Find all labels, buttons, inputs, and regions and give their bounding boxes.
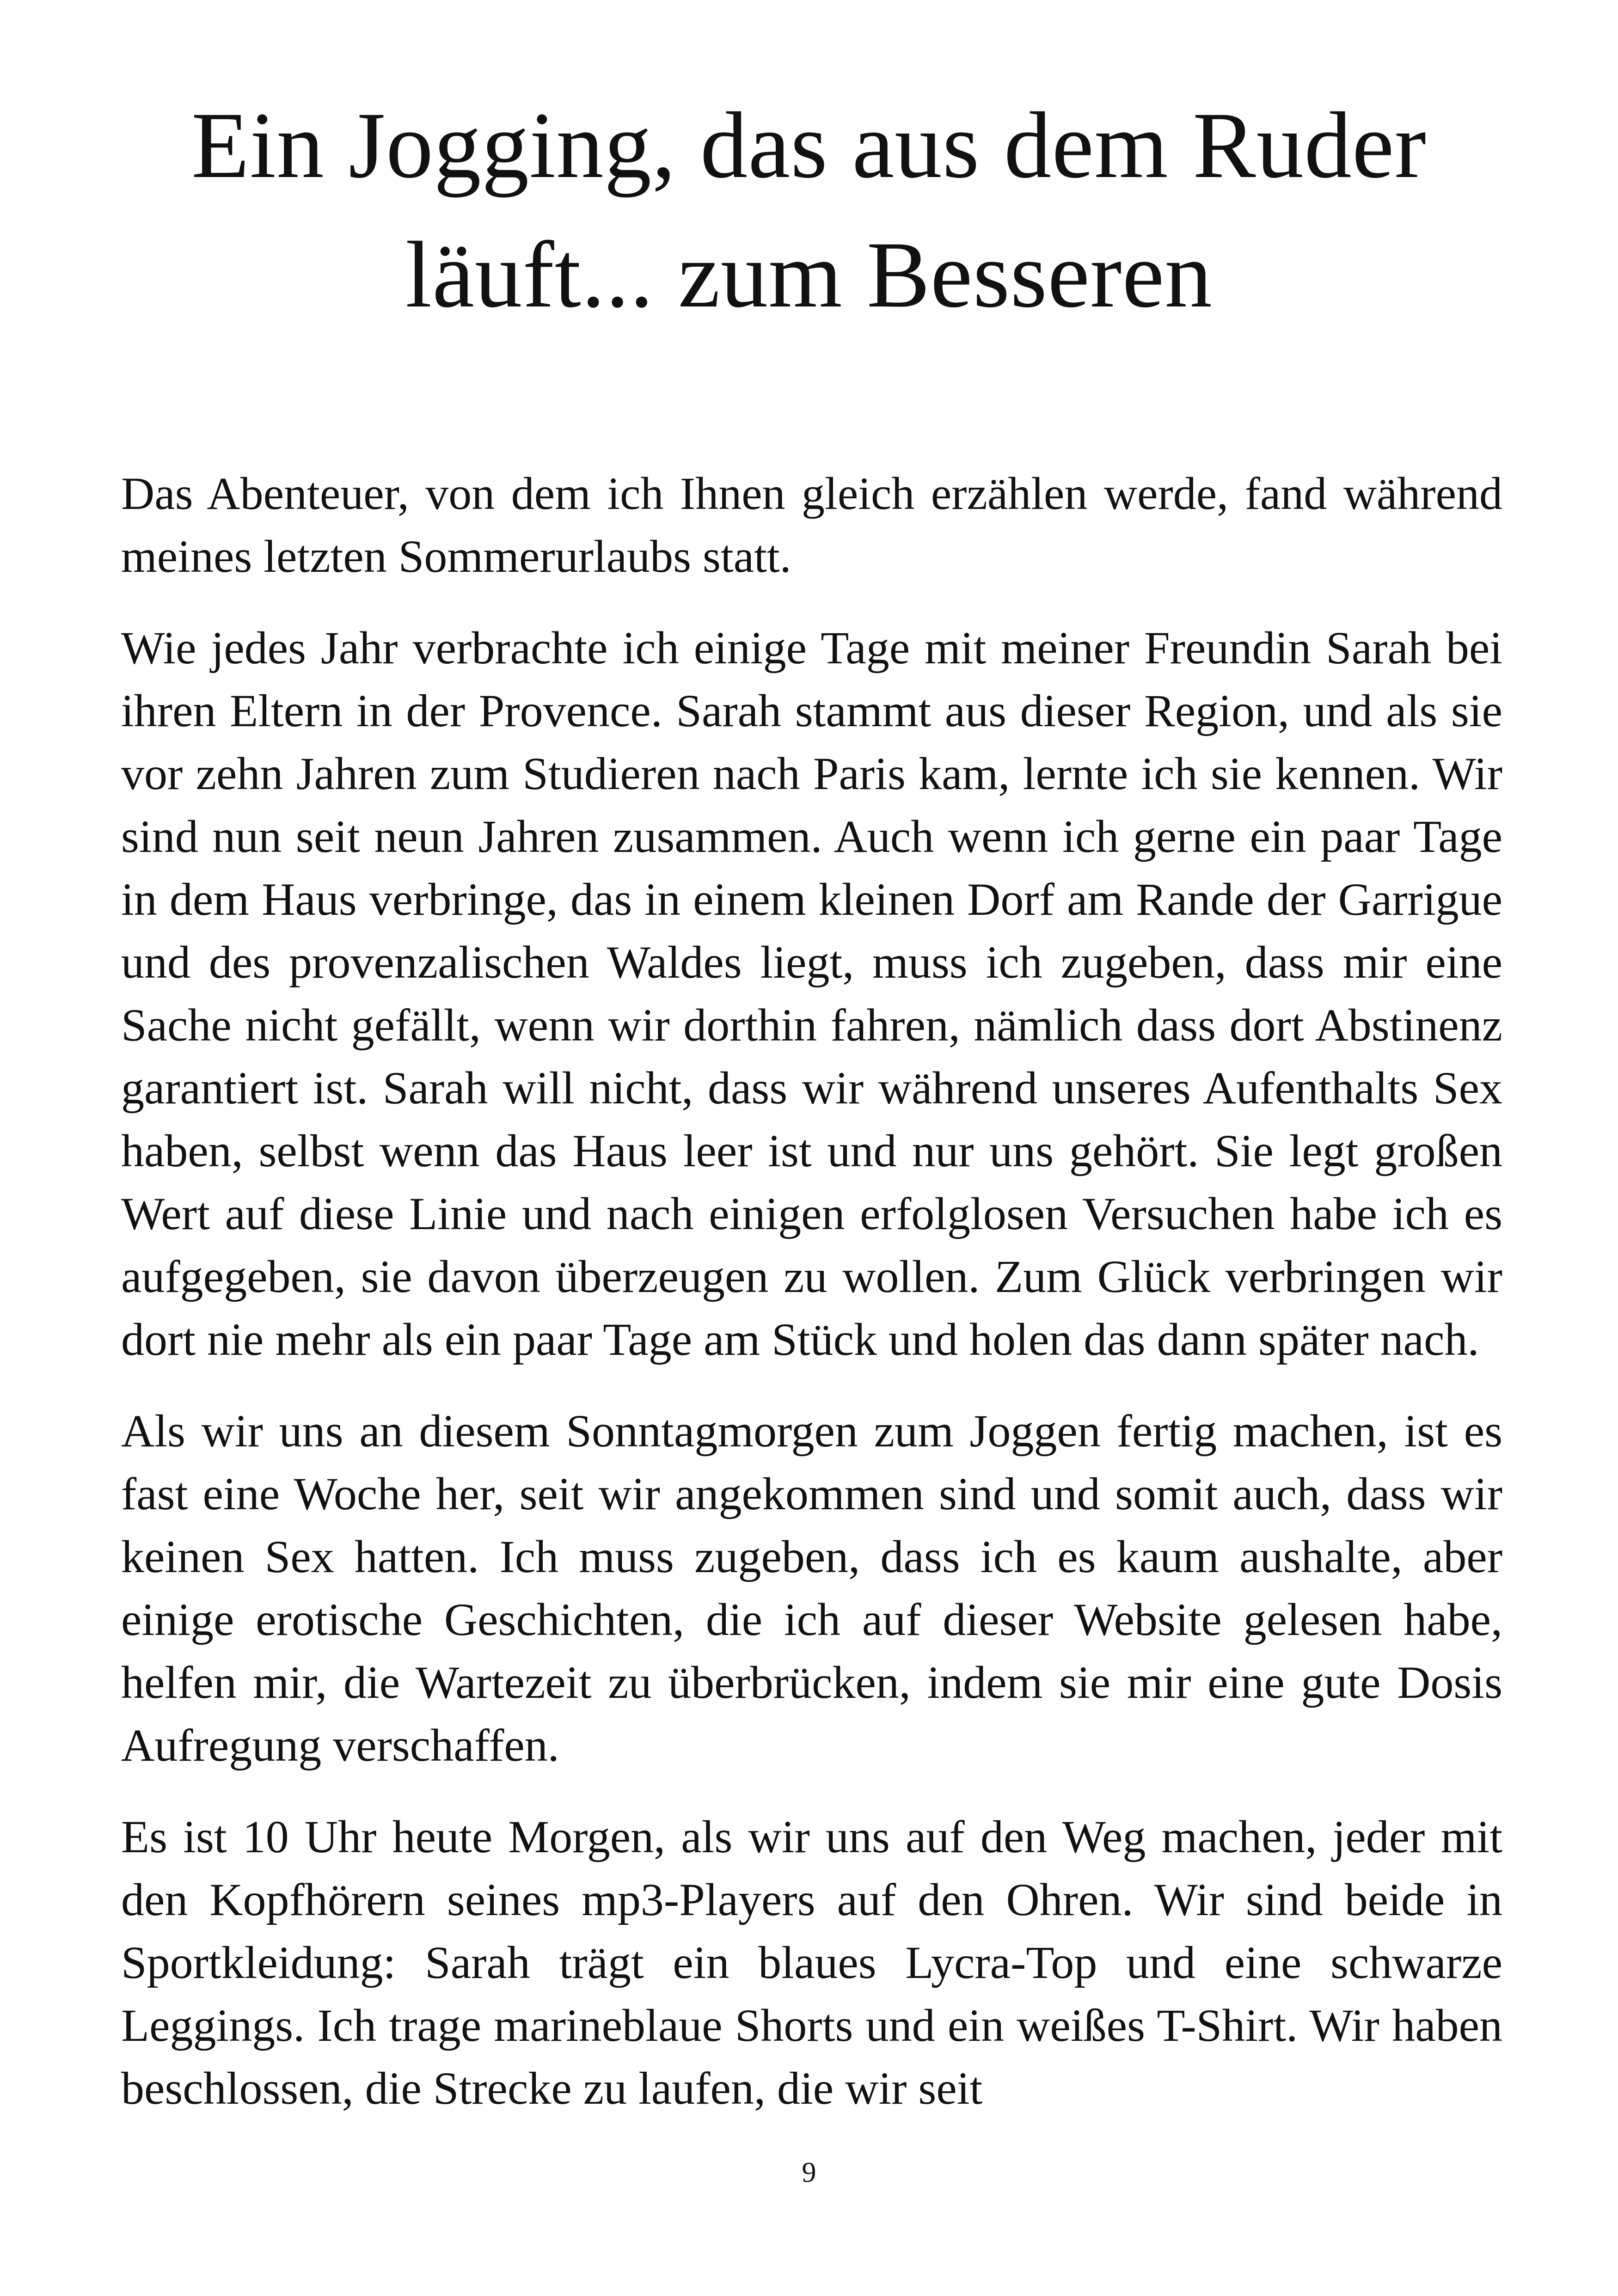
paragraph-2: Wie jedes Jahr verbrachte ich einige Tage mit meiner Freundin Sarah bei ihren Eltern in der Provence. Sarah stammt aus dieser Region, und als sie vor zehn Jahren zum Studieren nach Paris kam, lernte ich sie kennen. Wir sind nun seit neun Jahren zusammen. Auch wenn ich gerne ein paar Tage in dem Haus verbringe, das in einem kleinen Dorf am Rande der Garrigue und des provenzalischen Waldes liegt, muss ich zugeben, dass mir eine Sache nicht gefällt, wenn wir dorthin fahren, nämlich dass dort Abstinenz garantiert ist. Sarah will nicht, dass wir während unseres Aufenthalts Sex haben, selbst wenn das Haus leer ist und nur uns gehört. Sie legt großen Wert auf diese Linie und nach einigen erfolglosen Versuchen habe ich es aufgegeben, sie davon überzeugen zu wollen. Zum Glück verbringen wir dort nie mehr als ein paar Tage am Stück und holen das dann später nach. xyxy=(121,622,1502,1365)
chapter-title xyxy=(116,81,1502,340)
paragraph-3: Als wir uns an diesem Sonntagmorgen zum Joggen fertig machen, ist es fast eine Woche her, seit wir angekommen sind und somit auch, dass wir keinen Sex hatten. Ich muss zugeben, dass ich es kaum aushalte, aber einige erotische Geschichten, die ich auf dieser Website gelesen habe, helfen mir, die Wartezeit zu überbrücken, indem sie mir eine gute Dosis Aufregung verschaffen. xyxy=(121,1405,1502,1771)
chapter-title-line-2: läuft... zum Besseren xyxy=(405,222,1213,327)
chapter-title-line-1: Ein Jogging, das aus dem Ruder xyxy=(191,93,1427,198)
paragraph-1: Das Abenteuer, von dem ich Ihnen gleich erzählen werde, fand während meines letzten Sommerurlaubs statt. xyxy=(121,468,1502,582)
paragraph-4: Es ist 10 Uhr heute Morgen, als wir uns auf den Weg machen, jeder mit den Kopfhörern seines mp3-Players auf den Ohren. Wir sind beide in Sportkleidung: Sarah trägt ein blaues Lycra-Top und eine schwarze Leggings. Ich trage marineblaue Shorts und ein weißes T-Shirt. Wir haben beschlossen, die Strecke zu laufen, die wir seit xyxy=(121,1811,1502,2114)
page-number: 9 xyxy=(802,2157,816,2188)
body-text xyxy=(121,462,1502,2149)
